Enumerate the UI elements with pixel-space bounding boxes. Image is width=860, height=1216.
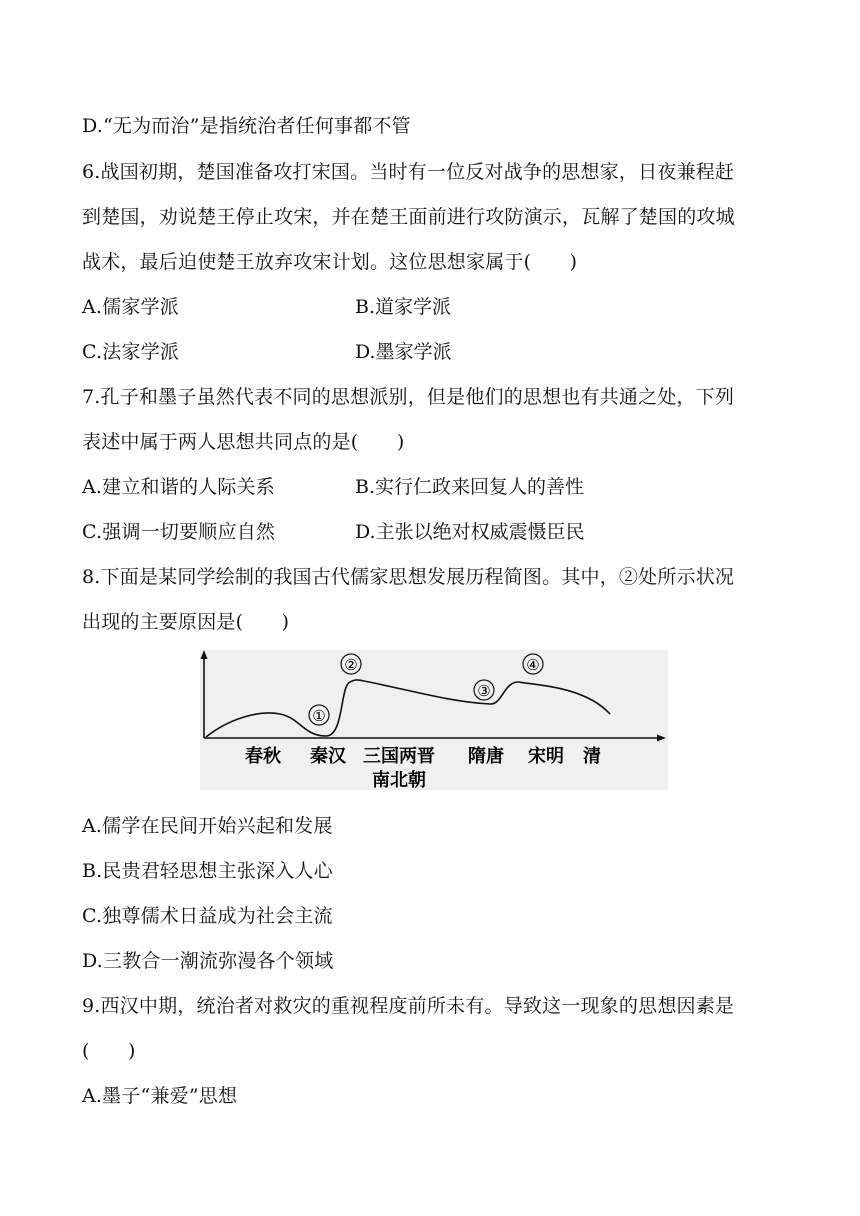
q8-option-d: D.三教合一潮流弥漫各个领域 [82, 950, 334, 972]
q6-option-d: D.墨家学派 [355, 341, 452, 363]
period-label-sanguo: 三国两晋 [363, 746, 435, 767]
q8-stem-line-1: 8.下面是某同学绘制的我国古代儒家思想发展历程简图。其中，②处所示状况 [82, 566, 735, 588]
q7-option-c: C.强调一切要顺应自然 [82, 521, 276, 543]
q8-stem-line-2: 出现的主要原因是( ) [82, 611, 290, 633]
q9-stem-line-1: 9.西汉中期，统治者对救灾的重视程度前所未有。导致这一现象的思想因素是 [82, 995, 735, 1017]
period-label-nanbeichao: 南北朝 [372, 770, 426, 790]
q6-option-c: C.法家学派 [82, 341, 180, 363]
q9-stem-line-2: ( ) [82, 1040, 136, 1062]
diagram-canvas [200, 650, 668, 790]
confucianism-development-diagram [200, 650, 668, 790]
q7-option-a: A.建立和谐的人际关系 [82, 476, 275, 498]
q6-stem-line-1: 6.战国初期，楚国准备攻打宋国。当时有一位反对战争的思想家，日夜兼程赶 [82, 161, 735, 183]
q5-option-d: D.“无为而治”是指统治者任何事都不管 [82, 115, 411, 137]
q6-option-a: A.儒家学派 [82, 296, 179, 318]
q7-stem-line-1: 7.孔子和墨子虽然代表不同的思想派别，但是他们的思想也有共通之处，下列 [82, 386, 735, 408]
q6-option-b: B.道家学派 [355, 296, 452, 318]
q6-stem-line-2: 到楚国，劝说楚王停止攻宋，并在楚王面前进行攻防演示，瓦解了楚国的攻城 [82, 206, 735, 228]
marker-3: ③ [477, 682, 491, 700]
period-label-chunqiu: 春秋 [245, 746, 281, 767]
period-label-qing: 清 [583, 746, 601, 767]
marker-4: ④ [526, 656, 540, 674]
period-label-suitang: 隋唐 [468, 746, 504, 767]
q8-option-b: B.民贵君轻思想主张深入人心 [82, 860, 333, 882]
q9-option-a: A.墨子“兼爱”思想 [82, 1085, 238, 1107]
diagram-background [200, 650, 668, 790]
period-label-qinhan: 秦汉 [310, 746, 346, 767]
q8-option-a: A.儒学在民间开始兴起和发展 [82, 815, 333, 837]
q7-option-b: B.实行仁政来回复人的善性 [355, 476, 585, 498]
marker-2: ② [344, 656, 358, 674]
period-label-songming: 宋明 [528, 746, 564, 767]
q6-stem-line-3: 战术，最后迫使楚王放弃攻宋计划。这位思想家属于( ) [82, 251, 578, 273]
q7-option-d: D.主张以绝对权威震慑臣民 [355, 521, 585, 543]
marker-1: ① [312, 707, 326, 725]
q8-option-c: C.独尊儒术日益成为社会主流 [82, 905, 333, 927]
q7-stem-line-2: 表述中属于两人思想共同点的是( ) [82, 431, 405, 453]
